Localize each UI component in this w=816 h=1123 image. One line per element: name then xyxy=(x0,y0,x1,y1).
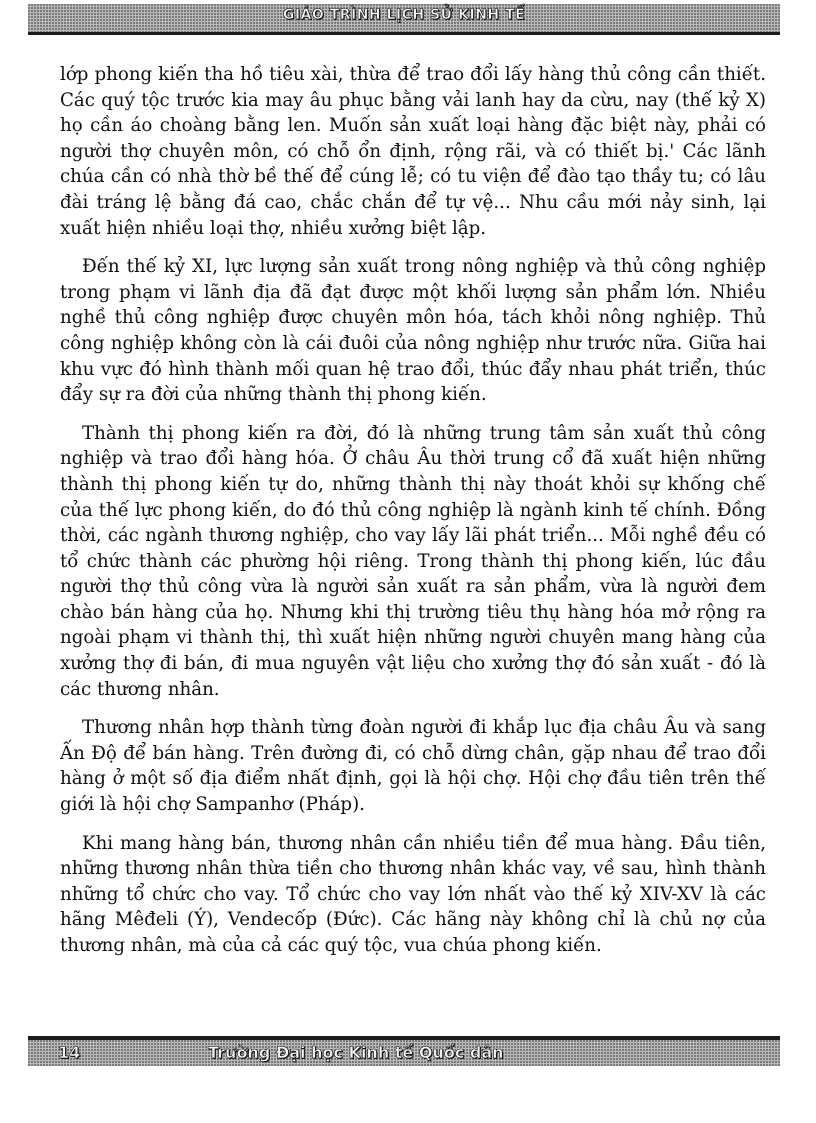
page-number: 14 xyxy=(58,1043,81,1062)
running-footer xyxy=(28,1040,780,1066)
running-header xyxy=(28,4,780,35)
paragraph: Khi mang hàng bán, thương nhân cần nhiều tiền để mua hàng. Đầu tiên, những thương nhân thừa tiền cho thương nhân khác vay, về sau, hình thành những tổ chức cho vay. Tổ chức cho vay lớn nhất vào thế kỷ XIV-XV là các hãng Mêđeli (Ý), Vendecốp (Đức). Các hãng này không chỉ là chủ nợ của thương nhân, mà của cả các quý tộc, vua chúa phong kiến. xyxy=(60,832,766,956)
body-text xyxy=(60,62,766,972)
paragraph: Thương nhân hợp thành từng đoàn người đi khắp lục địa châu Âu và sang Ấn Độ để bán hàng. Trên đường đi, có chỗ dừng chân, gặp nhau để trao đổi hàng ở một số địa điểm nhất định, gọi là hội chợ. Hội chợ đầu tiên trên thế giới là hội chợ Sampanhơ (Pháp). xyxy=(60,717,766,816)
paragraph: Thành thị phong kiến ra đời, đó là những trung tâm sản xuất thủ công nghiệp và trao đổi hàng hóa. Ở châu Âu thời trung cổ đã xuất hiện những thành thị phong kiến tự do, những thành thị này thoát khỏi sự khống chế của thế lực phong kiến, do đó thủ công nghiệp là ngành kinh tế chính. Đồng thời, các ngành thương nghiệp, cho vay lấy lãi phát triển... Mỗi nghề đều có tổ chức thành các phường hội riêng. Trong thành thị phong kiến, lúc đầu người thợ thủ công vừa là người sản xuất ra sản phẩm, vừa là người đem chào bán hàng của họ. Nhưng khi thị trường tiêu thụ hàng hóa mở rộng ra ngoài phạm vi thành thị, thì xuất hiện những người chuyên mang hàng của xưởng thợ đi bán, đi mua nguyên vật liệu cho xưởng thợ đó sản xuất - đó là các thương nhân. xyxy=(60,422,766,700)
footer-institution: Trường Đại học Kinh tế Quốc dân xyxy=(208,1043,504,1062)
paragraph: Đến thế kỷ XI, lực lượng sản xuất trong nông nghiệp và thủ công nghiệp trong phạm vi lãnh địa đã đạt được một khối lượng sản phẩm lớn. Nhiều nghề thủ công nghiệp được chuyên môn hóa, tách khỏi nông nghiệp. Thủ công nghiệp không còn là cái đuôi của nông nghiệp như trước nữa. Giữa hai khu vực đó hình thành mối quan hệ trao đổi, thúc đẩy nhau phát triển, thúc đẩy sự ra đời của những thành thị phong kiến. xyxy=(60,256,766,406)
paragraph: lớp phong kiến tha hồ tiêu xài, thừa để trao đổi lấy hàng thủ công cần thiết. Các quý tộc trước kia may âu phục bằng vải lanh hay da cừu, nay (thế kỷ X) họ cần áo choàng bằng len. Muốn sản xuất loại hàng đặc biệt này, phải có người thợ chuyên môn, có chỗ ổn định, rộng rãi, và có thiết bị.' Các lãnh chúa cần có nhà thờ bề thế để cúng lễ; có tu viện để đào tạo thầy tu; có lâu đài tráng lệ bằng đá cao, chắc chắn để tự vệ... Nhu cầu mới nảy sinh, lại xuất hiện nhiều loại thợ, nhiều xưởng biệt lập. xyxy=(60,64,766,239)
header-title: GIÁO TRÌNH LỊCH SỬ KINH TẾ xyxy=(282,7,526,23)
